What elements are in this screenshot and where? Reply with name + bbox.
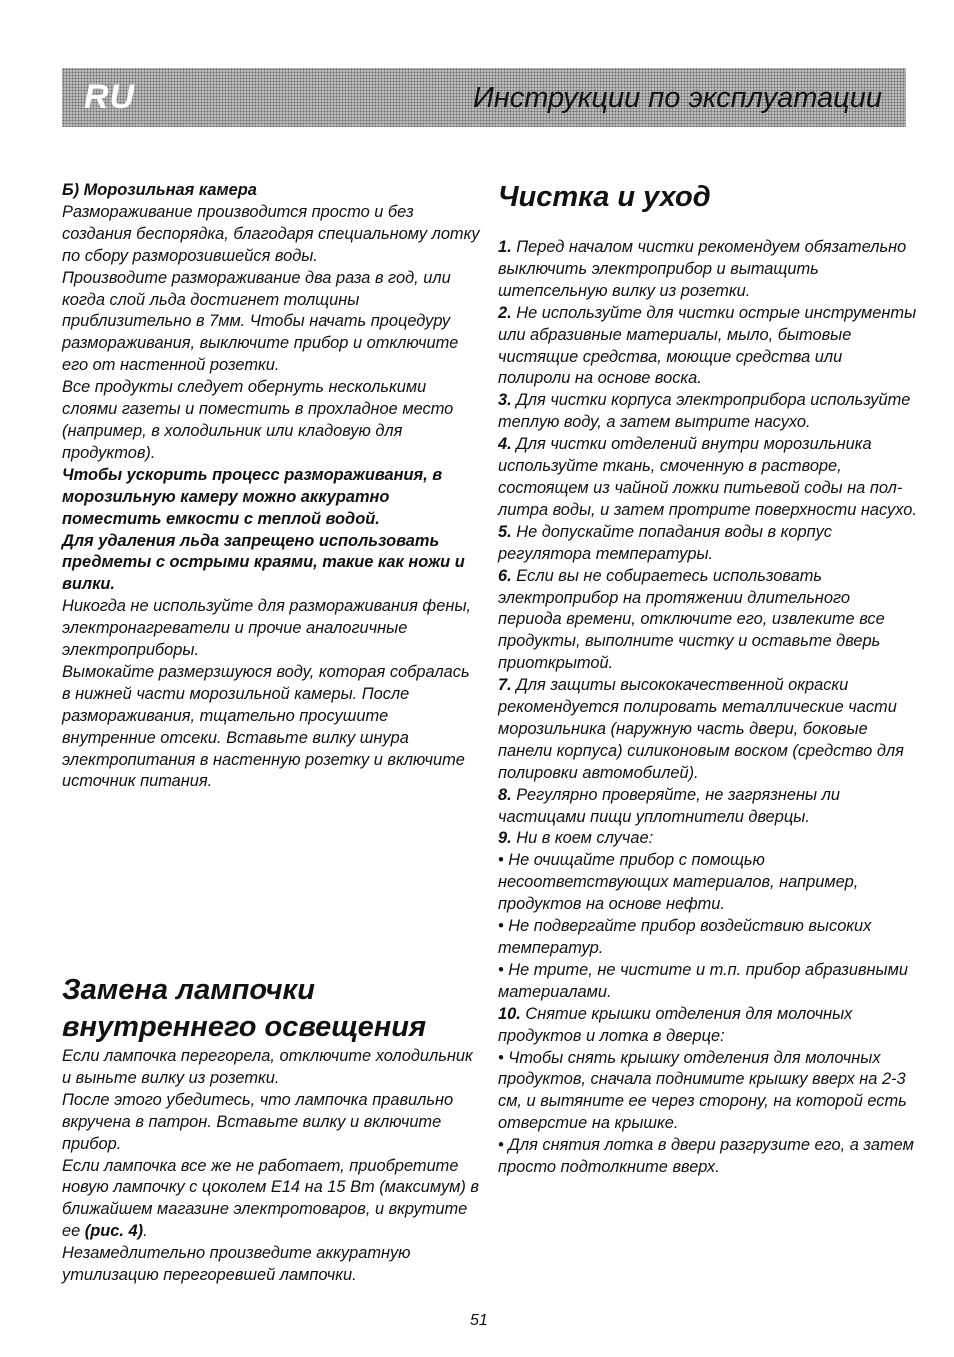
freezer-paragraph: Производите размораживание два раза в год, или когда слой льда достигнет толщины приблизительно в 7мм. Чтобы начать процедуру размораживания, выключите прибор и отключите его от настенной розетки. [62, 268, 459, 375]
item-number: 7. [498, 676, 512, 695]
bullet-item: • Не очищайте прибор с помощью несоответствующих материалов, например, продуктов на основе нефти. [498, 851, 859, 914]
item-number: 1. [498, 238, 512, 256]
item-text: Для чистки отделений внутри морозильника используйте ткань, смоченную в растворе, состоящем из чайной ложки питьевой соды на пол-литра воды, и затем протрите поверхности насухо. [498, 435, 917, 519]
lamp-paragraph: После этого убедитесь, что лампочка правильно вкручена в патрон. Вставьте вилку и включите прибор. [62, 1090, 454, 1153]
freezer-section [62, 180, 482, 793]
figure-reference: (рис. 4) [84, 1222, 144, 1241]
bullet-item: • Не трите, не чистите и т.п. прибор абразивными материалами. [498, 960, 908, 1001]
cleaning-item [498, 785, 918, 829]
lamp-section-title [62, 972, 482, 1046]
item-number: 9. [498, 829, 512, 848]
item-number: 3. [498, 391, 512, 410]
item-number: 8. [498, 785, 512, 804]
lamp-paragraph [62, 1156, 482, 1244]
item-text: Ни в коем случае: [511, 829, 654, 848]
page-number: 51 [470, 1312, 488, 1329]
cleaning-item [498, 566, 918, 676]
cleaning-item [498, 303, 918, 391]
item-text: Снятие крышки отделения для молочных продуктов и лотка в дверце: [498, 1004, 853, 1045]
cleaning-title: Чистка и уход [498, 181, 711, 213]
cleaning-item [498, 675, 918, 785]
freezer-subhead: Б) Морозильная камера [62, 181, 257, 199]
lamp-title-line1: Замена лампочки [62, 974, 315, 1006]
header-band [62, 68, 906, 127]
lamp-section [62, 1046, 482, 1287]
lamp-paragraph: Если лампочка перегорела, отключите холодильник и выньте вилку из розетки. [62, 1047, 473, 1087]
item-number: 6. [498, 566, 512, 585]
cleaning-item [498, 390, 918, 434]
bullet-item: • Для снятия лотка в двери разгрузите его, а затем просто подтолкните вверх. [498, 1136, 914, 1177]
item-number: 5. [498, 522, 512, 541]
cleaning-item [498, 434, 918, 522]
cleaning-item [498, 237, 918, 303]
item-number: 4. [498, 435, 512, 454]
item-text: Для защиты высококачественной окраски рекомендуется полировать металлические части морозильника (наружную часть двери, боковые панели корпуса) силиконовым воском (средство для полировки автомобилей). [498, 676, 904, 782]
lamp-text: Если лампочка все же не работает, приобретите новую лампочку с цоколем E14 на 15 Вт (максимум) в ближайшем магазине электротоваров, и вкрутите ее [62, 1156, 479, 1241]
freezer-warning: Для удаления льда запрещено использовать предметы с острыми краями, такие как ножи и вилки. [62, 531, 465, 594]
item-text: Не используйте для чистки острые инструменты или абразивные материалы, мыло, бытовые чистящие средства, моющие средства или полироли на основе воска. [498, 303, 917, 388]
header-title: Инструкции по эксплуатации [473, 82, 882, 114]
freezer-paragraph: Никогда не используйте для размораживания фены, электронагреватели и прочие аналогичные электроприборы. [62, 597, 472, 660]
item-text: Не допускайте попадания воды в корпус регулятора температуры. [498, 522, 832, 563]
item-text: Для чистки корпуса электроприбора используйте теплую воду, а затем вытрите насухо. [498, 391, 911, 432]
item-text: Перед началом чистки рекомендуем обязательно выключить электроприбор и вытащить штепсельную вилку из розетки. [498, 238, 907, 300]
lamp-text: . [143, 1222, 148, 1241]
lamp-title-line2: внутреннего освещения [62, 1011, 427, 1043]
cleaning-section [498, 180, 918, 1179]
freezer-paragraph: Все продукты следует обернуть несколькими слоями газеты и поместить в прохладное место (например, в холодильник или кладовую для продуктов). [62, 378, 454, 462]
cleaning-item [498, 522, 918, 566]
bullet-item: • Чтобы снять крышку отделения для молочных продуктов, сначала поднимите крышку вверх на 2-3 см, и вытяните ее через сторону, на которой есть отверстие на крышке. [498, 1048, 907, 1133]
bullet-item: • Не подвергайте прибор воздействию высоких температур. [498, 917, 872, 957]
item-number: 2. [498, 303, 512, 322]
freezer-warning: Чтобы ускорить процесс размораживания, в морозильную камеру можно аккуратно поместить емкости с теплой водой. [62, 465, 443, 528]
language-label: RU [84, 78, 136, 116]
lamp-paragraph: Незамедлительно произведите аккуратную утилизацию перегоревшей лампочки. [62, 1244, 411, 1285]
cleaning-item [498, 828, 918, 850]
freezer-paragraph: Размораживание производится просто и без создания беспорядка, благодаря специальному лотку по сбору разморозившейся воды. [62, 202, 480, 265]
item-number: 10. [498, 1004, 521, 1023]
cleaning-item [498, 1004, 918, 1048]
item-text: Если вы не собираетесь использовать электроприбор на протяжении длительного периода времени, отключите его, извлеките все продукты, выполните чистку и оставьте дверь приоткрытой. [498, 566, 885, 673]
item-text: Регулярно проверяйте, не загрязнены ли частицами пищи уплотнители дверцы. [498, 785, 840, 826]
freezer-paragraph: Вымокайте размерзшуюся воду, которая собралась в нижней части морозильной камеры. После размораживания, тщательно просушите внутренние отсеки. Вставьте вилку шнура электропитания в настенную розетку и включите источник питания. [62, 662, 470, 791]
